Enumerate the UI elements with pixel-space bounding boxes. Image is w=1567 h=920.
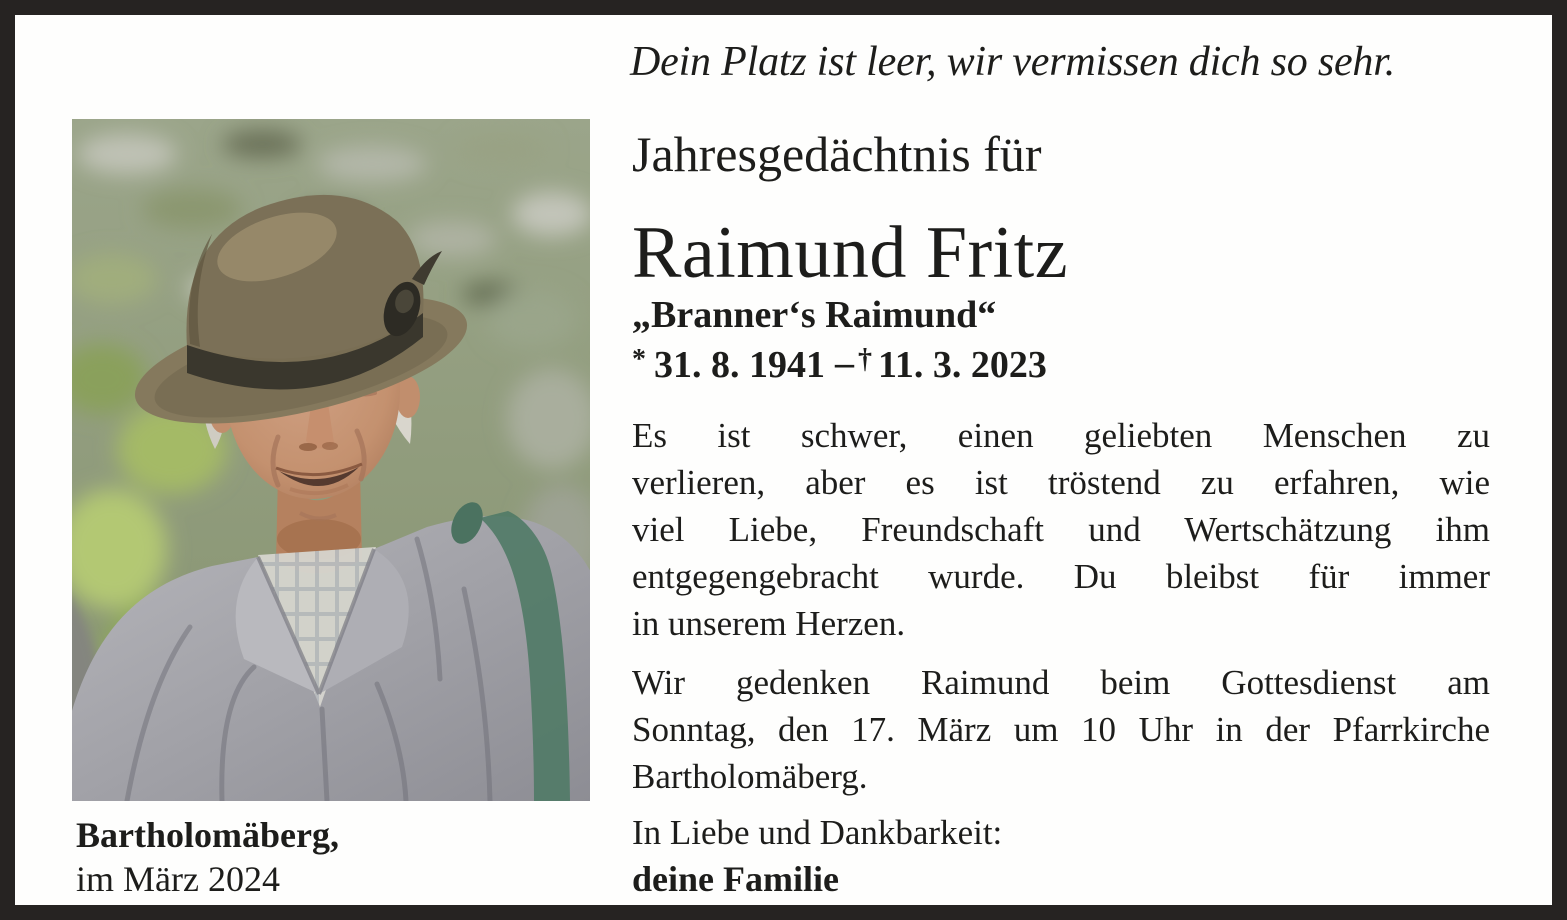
paragraph-line: verlieren, aber es ist tröstend zu erfahren, wie bbox=[632, 463, 1490, 502]
place-date-block bbox=[76, 813, 339, 901]
date-line: im März 2024 bbox=[76, 859, 280, 899]
condolence-paragraph bbox=[632, 412, 1490, 647]
service-paragraph bbox=[632, 659, 1490, 800]
born-symbol: * bbox=[632, 344, 646, 375]
place-line: Bartholomäberg, bbox=[76, 815, 339, 855]
died-symbol: † bbox=[858, 344, 872, 375]
epigraph-line: Dein Platz ist leer, wir vermissen dich so sehr. bbox=[630, 39, 1396, 85]
portrait-photo bbox=[72, 119, 590, 801]
deceased-name: Raimund Fritz bbox=[632, 212, 1069, 294]
paragraph-line: Es ist schwer, einen geliebten Menschen zu bbox=[632, 416, 1490, 455]
life-dates bbox=[632, 337, 1490, 388]
paragraph-line: in unserem Herzen. bbox=[632, 604, 906, 643]
portrait-photo-illustration bbox=[72, 119, 590, 801]
paragraph-line: Bartholomäberg. bbox=[632, 757, 868, 796]
paragraph-line: entgegengebracht wurde. Du bleibst für immer bbox=[632, 557, 1490, 596]
closing-line: In Liebe und Dankbarkeit: bbox=[632, 813, 1003, 852]
closing-signature: deine Familie bbox=[632, 859, 839, 899]
birth-date: 31. 8. 1941 bbox=[654, 344, 825, 386]
heading-prefix: Jahresgedächtnis für bbox=[632, 126, 1042, 182]
paragraph-line: viel Liebe, Freundschaft und Wertschätzung ihm bbox=[632, 510, 1490, 549]
deceased-nickname: „Branner‘s Raimund“ bbox=[632, 294, 997, 336]
dates-separator: – bbox=[835, 342, 854, 384]
notice-text-column bbox=[632, 125, 1490, 902]
death-date: 11. 3. 2023 bbox=[878, 344, 1047, 386]
paragraph-line: Wir gedenken Raimund beim Gottesdienst am bbox=[632, 663, 1490, 702]
paragraph-line: Sonntag, den 17. März um 10 Uhr in der Pfarrkirche bbox=[632, 710, 1490, 749]
